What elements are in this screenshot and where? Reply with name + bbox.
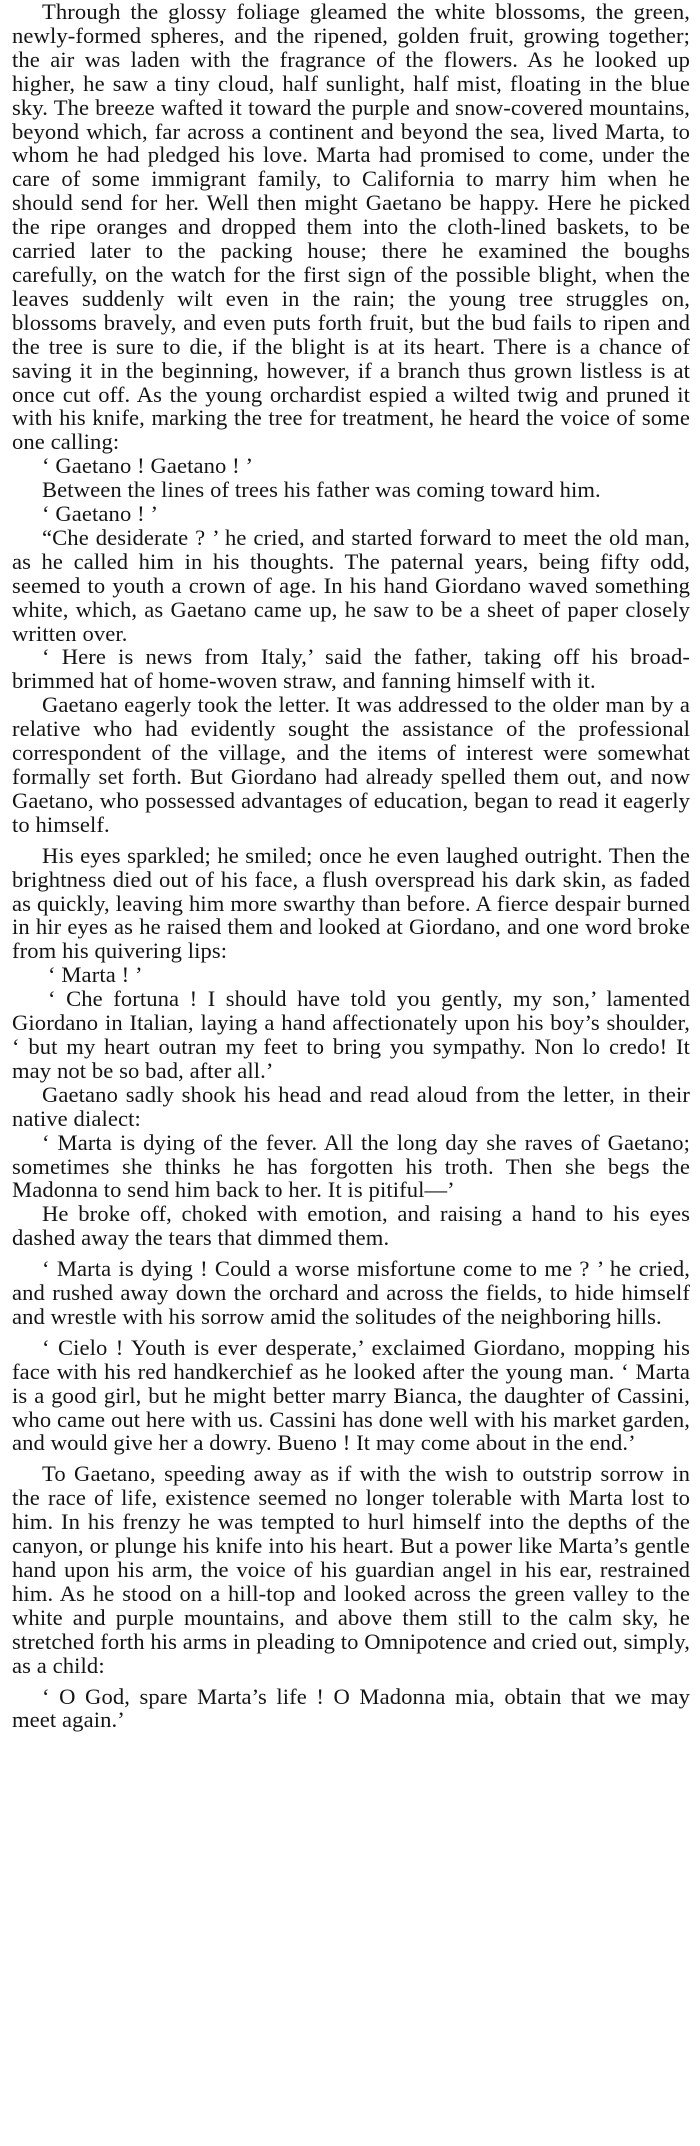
paragraph-call-gaetano-again: ‘ Gaetano ! ’ [42,501,159,527]
paragraph-prayer: ‘ O God, spare Marta’s life ! O Madonna mia, obtain that we may meet again.’ [12,1683,690,1733]
paragraph-speeding-away: To Gaetano, speeding away as if with the wish to outstrip sorrow in the race of life, existence seemed no longer tolerable with Marta lost to him. In his frenzy he was tempted to hurl himself into the depths of the canyon, or plunge his knife into his heart. But a power like Marta’s gentle hand upon his arm, the voice of his guardian angel in his ear, restrained him. As he stood on a hill-top and looked across the green valley to the white and purple mountains, and above them still to the calm sky, he stretched forth his arms in pleading to Omnipotence and cried out, simply, as a child: [12,1461,690,1678]
paragraph-read-aloud: Gaetano sadly shook his head and read aloud from the letter, in their native dialect: [12,1081,690,1131]
paragraph-news-from-italy: ‘ Here is news from Italy,’ said the father, taking off his broad-brimmed hat of home-woven straw, and fanning himself with it. [12,644,690,694]
paragraph-eyes-sparkled: His eyes sparkled; he smiled; once he even laughed outright. Then the brightness died out of his face, a flush overspread his dark skin, as faded as quickly, leaving him more swarthy than before. A fierce despair burned in hir eyes as he raised them and looked at Giordano, and one word broke from his quivering lips: [12,842,690,964]
paragraph-marta-fever: ‘ Marta is dying of the fever. All the long day she raves of Gaetano; sometimes she thinks he has forgotten his troth. Then she begs the Madonna to send him back to her. It is pitiful—’ [12,1129,690,1203]
paragraph-cielo: ‘ Cielo ! Youth is ever desperate,’ exclaimed Giordano, mopping his face with his red handkerchief as he looked after the young man. ‘ Marta is a good girl, but he might better marry Bianca, the daughter of Cassini, who came out here with us. Cassini has done well with his market garden, and would give her a dowry. Bueno ! It may come about in the end.’ [12,1334,690,1456]
paragraph-marta-cry: ‘ Marta ! ’ [48,962,143,988]
paragraph-che-desiderate: “Che desiderate ? ’ he cried, and started forward to meet the old man, as he called him in his thoughts. The paternal years, being fifty odd, seemed to youth a crown of age. In his hand Giordano waved something white, which, as Gaetano came up, he saw to be a sheet of paper closely written over. [12,524,690,646]
paragraph-broke-off: He broke off, choked with emotion, and raising a hand to his eyes dashed away the tears that dimmed them. [12,1201,690,1251]
newspaper-column [6,0,694,2146]
paragraph-letter: Gaetano eagerly took the letter. It was addressed to the older man by a relative who had evidently sought the assistance of the professional correspondent of the village, and the items of interest were somewhat formally set forth. But Giordano had already spelled them out, and now Gaetano, who possessed advantages of education, began to read it eagerly to himself. [12,692,690,837]
paragraph-call-gaetano: ‘ Gaetano ! Gaetano ! ’ [42,453,254,479]
paragraph-father-coming: Between the lines of trees his father was coming toward him. [42,477,601,503]
paragraph-marta-dying: ‘ Marta is dying ! Could a worse misfortune come to me ? ’ he cried, and rushed away down the orchard and across the fields, to hide himself and wrestle with his sorrow amid the solitudes of the neighboring hills. [12,1256,690,1329]
paragraph-orchard-scene: Through the glossy foliage gleamed the white blossoms, the green, newly-formed spheres, and the ripened, golden fruit, growing together; the air was laden with the fragrance of the flowers. As he looked up higher, he saw a tiny cloud, half sunlight, half mist, floating in the blue sky. The breeze wafted it toward the purple and snow-covered mountains, beyond which, far across a continent and beyond the sea, lived Marta, to whom he had pledged his love. Marta had promised to come, under the care of some immigrant family, to California to marry him when he should send for her. Well then might Gaetano be happy. Here he picked the ripe oranges and dropped them into the cloth-lined baskets, to be carried later to the packing house; there he examined the boughs carefully, on the watch for the first sign of the possible blight, when the leaves suddenly wilt even in the rain; the young tree struggles on, blossoms bravely, and even puts forth fruit, but the bud fails to ripen and the tree is sure to die, if the blight is at its heart. There is a chance of saving it in the beginning, however, if a branch thus grown listless is at once cut off. As the young orchardist espied a wilted twig and pruned it with his knife, marking the tree for treatment, he heard the voice of some one calling: [12,0,690,455]
paragraph-che-fortuna: ‘ Che fortuna ! I should have told you gently, my son,’ lamented Giordano in Italian, laying a hand affectionately upon his boy’s shoulder, ‘ but my heart outran my feet to bring you sympathy. Non lo credo! It may not be so bad, after all.’ [12,986,690,1083]
